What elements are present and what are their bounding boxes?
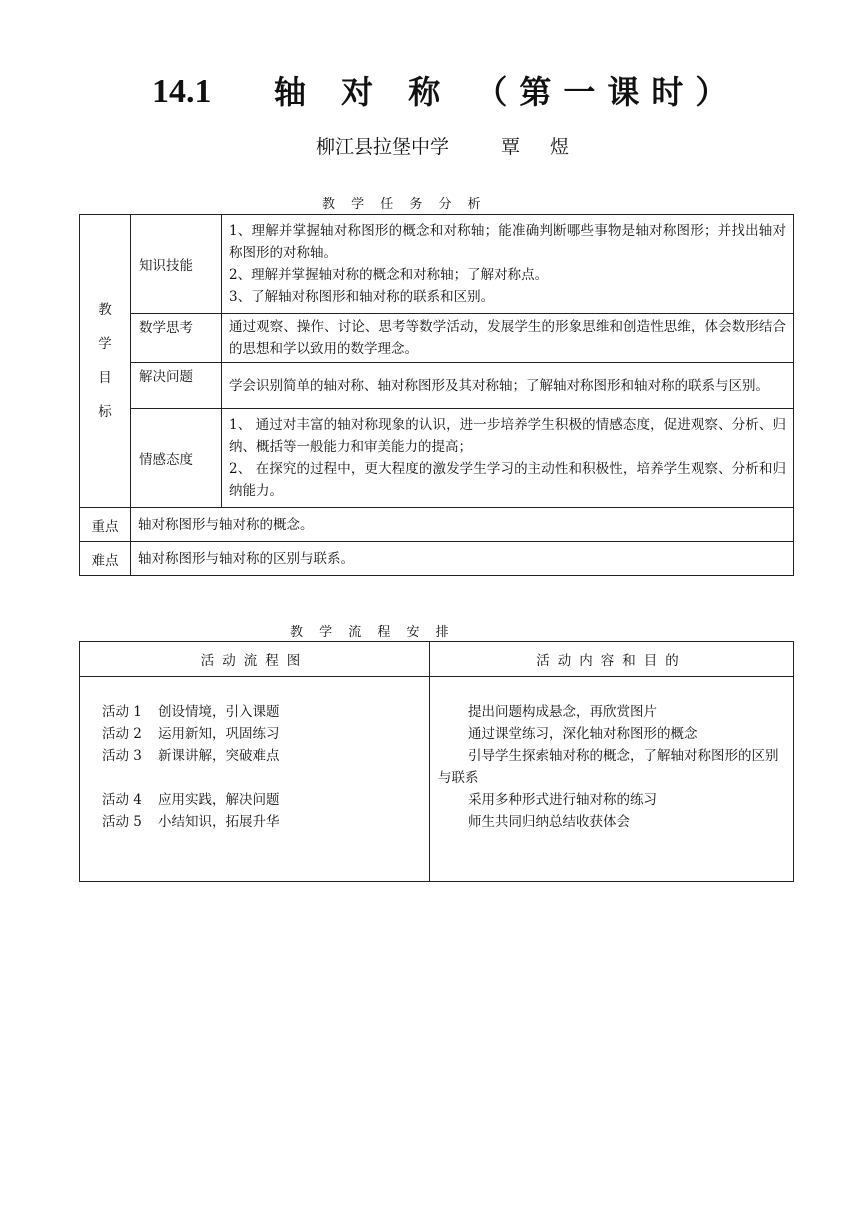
activity-list (80, 677, 430, 882)
table-row (80, 215, 794, 314)
table-row (80, 642, 794, 677)
list-item: 活动 4 应用实践，解决问题 (102, 792, 280, 808)
table-row (80, 508, 794, 542)
row-label-problem: 解决问题 (131, 363, 222, 409)
purpose-list (430, 677, 794, 882)
task-analysis-caption: 教 学 任 务 分 析 (322, 197, 487, 212)
list-item: 师生共同归纳总结收获体会 (468, 814, 630, 830)
list-item: 活动 3 新课讲解，突破难点 (102, 748, 280, 764)
lesson-number: 14.1 (152, 73, 212, 110)
list-item: 采用多种形式进行轴对称的练习 (468, 792, 657, 808)
table-row (80, 542, 794, 576)
author-name: 覃 煜 (501, 136, 582, 158)
difficulty-label: 难点 (80, 542, 131, 576)
list-item: 提出问题构成悬念，再欣赏图片 (468, 704, 657, 720)
key-point-label: 重点 (80, 508, 131, 542)
list-item: 通过课堂练习，深化轴对称图形的概念 (468, 726, 698, 742)
teaching-goal-label: 教 学 目 标 (80, 215, 131, 508)
table-row (80, 409, 794, 508)
list-item: 活动 2 运用新知，巩固练习 (102, 726, 280, 742)
list-item: 引导学生探索轴对称的概念，了解轴对称图形的区别与联系 (438, 748, 779, 786)
page-title (0, 70, 860, 114)
school-name: 柳江县拉堡中学 (316, 136, 450, 158)
task-analysis-table (79, 214, 794, 576)
row-label-attitude: 情感态度 (131, 409, 222, 508)
table-row (80, 314, 794, 363)
table-row (80, 677, 794, 882)
row-content-thinking: 通过观察、操作、讨论、思考等数学活动，发展学生的形象思维和创造性思维，体会数形结合的思想和学以致用的数学理念。 (222, 314, 794, 363)
list-item: 活动 5 小结知识，拓展升华 (102, 814, 280, 830)
flow-caption: 教 学 流 程 安 排 (290, 625, 455, 640)
row-label-knowledge: 知识技能 (131, 215, 222, 314)
flow-table (79, 641, 794, 882)
list-item: 活动 1 创设情境，引入课题 (102, 704, 280, 720)
row-content-knowledge: 1、理解并掌握轴对称图形的概念和对称轴；能准确判断哪些事物是轴对称图形；并找出轴对称图形的对称轴。 2、理解并掌握轴对称的概念和对称轴；了解对称点。 3、了解轴对称图形和轴对称的联系和区别。 (222, 215, 794, 314)
difficulty-text: 轴对称图形与轴对称的区别与联系。 (131, 542, 794, 576)
table-row (80, 363, 794, 409)
row-content-attitude: 1、 通过对丰富的轴对称现象的认识，进一步培养学生积极的情感态度，促进观察、分析、归纳、概括等一般能力和审美能力的提高； 2、 在探究的过程中，更大程度的激发学生学习的主动性和积极性，培养学生观察、分析和归纳能力。 (222, 409, 794, 508)
lesson-title: 轴 对 称 （第一课时） (274, 73, 740, 111)
subtitle (316, 134, 581, 160)
flow-col2-header: 活动内容和目的 (430, 642, 794, 677)
row-content-problem: 学会识别简单的轴对称、轴对称图形及其对称轴；了解轴对称图形和轴对称的联系与区别。 (222, 363, 794, 409)
flow-col1-header: 活动流程图 (80, 642, 430, 677)
row-label-thinking: 数学思考 (131, 314, 222, 363)
key-point-text: 轴对称图形与轴对称的概念。 (131, 508, 794, 542)
